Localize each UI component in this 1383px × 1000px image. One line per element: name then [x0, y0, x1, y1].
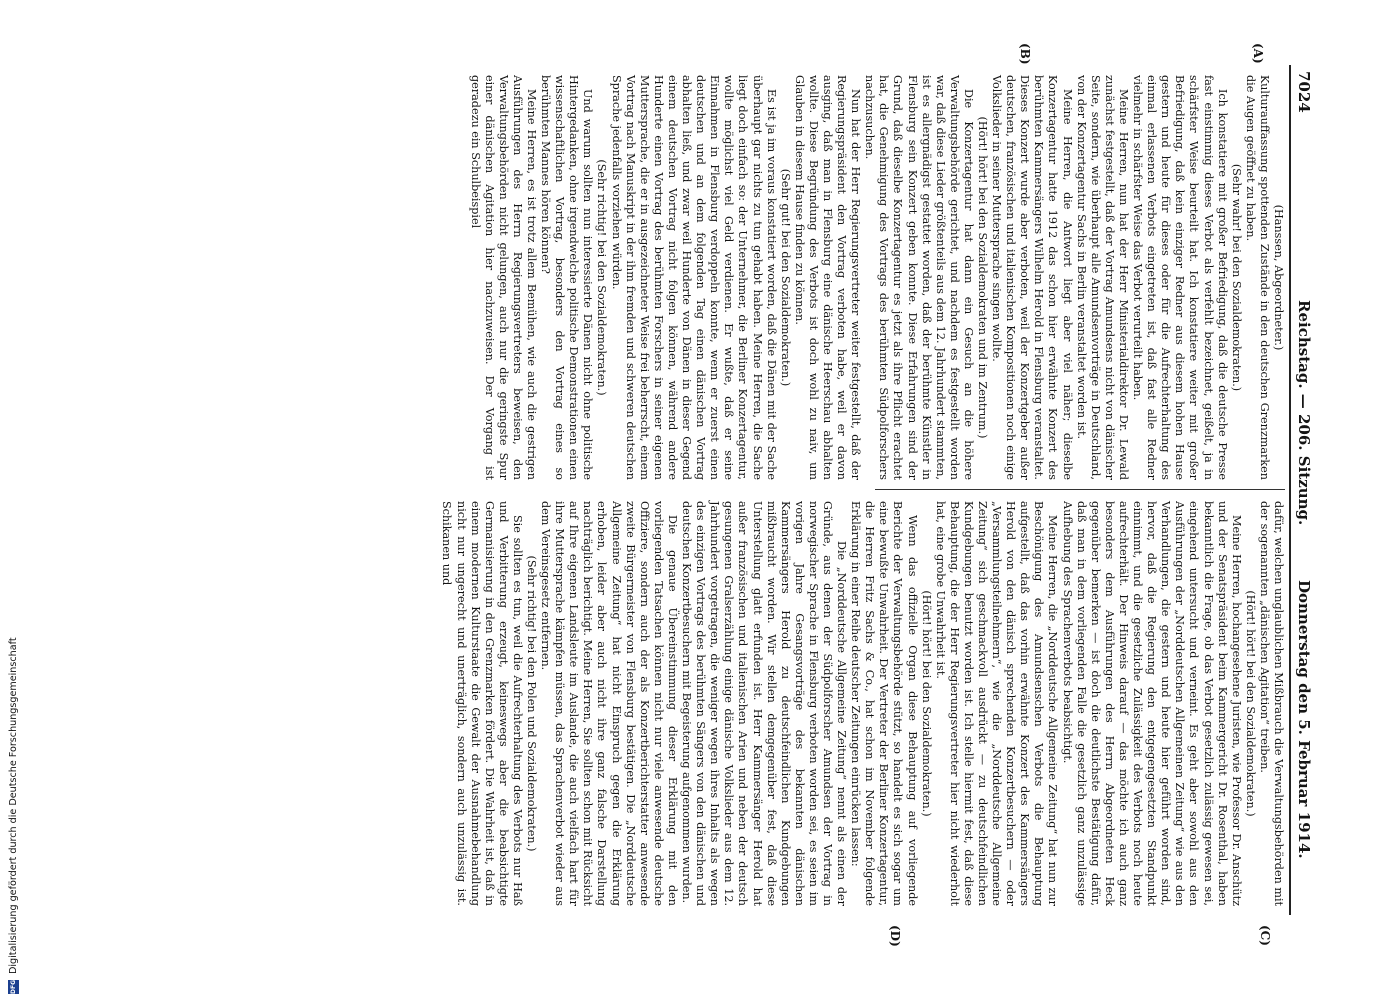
interjection: (Hört! hört! bei den Sozialdemokraten und im Zentrum.) — [976, 116, 990, 439]
header-date: Donnerstag den 5. Februar 1914. — [1295, 580, 1313, 859]
paragraph: Wenn das offizielle Organ diese Behauptung auf vorliegende Berichte der Verwaltungsbehörde stützt, so handelt es sich sogar um eine bewußte Unwahrheit. Der Vertreter der Berliner Konzertagentur, die Herren Fritz Sachs & Co., hat schon im November folgende Erklärung in einer Reihe deutscher Zeitungen einrücken lassen: — [849, 501, 919, 906]
column-divider — [875, 489, 1285, 490]
interjection: (Hört! hört! bei den Sozialdemokraten.) — [1243, 590, 1257, 817]
left-text-column — [468, 75, 1285, 480]
paragraph: Die genaue Übereinstimmung dieser Erklärung mit den vorliegenden Tatsachen können nicht nur viele anwesende deutsche Offiziere, sondern auch der als Konzertberichterstatter anwesende zweite Bürgermeister von Flensburg bestätigen. Die „Norddeutsche Allgemeine Zeitung“ hat nicht Einspruch gegen die Erklärung erhoben, leider aber auch nicht ihre ganz falsche Darstellung nachträglich berichtigt. Meine Herren, Sie sollten schon mit Rücksicht auf Ihre eigenen Landsleute im Auslande, die auch vielfach hart für ihre Muttersprache kämpfen müssen, das Sprachenverbot wieder aus dem Vereinsgesetz entfernen. — [539, 501, 679, 906]
page-header — [1289, 65, 1315, 915]
margin-marker-a: (A) — [1251, 43, 1265, 64]
funding-footer — [4, 0, 22, 994]
paragraph: Und warum sollten nun interessierte Dänen nicht ohne politische Hintergedanken, ohne irgendwelche politische Demonstrationen einen wissenschaftlichen Vortrag, besonders den Vortrag eines so berühmten Mannes hören können? — [539, 75, 595, 480]
interjection: (Hört! hört! bei den Sozialdemokraten.) — [919, 590, 933, 817]
dfg-logo-icon: DFG — [9, 979, 17, 994]
interjection: (Sehr richtig! bei den Sozialdemokraten.) — [595, 159, 609, 396]
paragraph: Meine Herren, nun hat der Herr Ministerialdirektor Dr. Lewald zunächst festgestellt, daß der Vortrag Amundsens nicht von dänischer Seite, sondern, wie überhaupt alle Amundsenvorträge in Deutschland, von der Konzertagentur Sachs in Berlin veranstaltet worden ist. — [1074, 75, 1130, 480]
paragraph: dafür, welchen unglaublichen Mißbrauch die Verwaltungsbehörden mit der sogenannten „dänischen Agitation“ treiben. — [1257, 501, 1285, 907]
paragraph: Ich konstatiere mit großer Befriedigung, daß die deutsche Presse fast einstimmig dieses Verbot als verfehlt bezeichnet, geißelt, ja in schärfster Weise beurteilt hat. Ich konstatiere weiter mit großer Befriedigung, daß kein einziger Redner aus diesem hohen Hause gestern und heute für dieses oder für die Aufrechterhaltung des einmal erlassenen Verbots eingetreten ist, daß fast alle Redner vielmehr in schärfster Weise das Verbot verurteilt haben. — [1131, 75, 1229, 480]
paragraph: Nun hat der Herr Regierungsvertreter weiter festgestellt, daß der Regierungspräsident den Vortrag verboten habe, weil er davon ausging, daß man in Flensburg eine dänische Heerschau abhalten wollte. Diese Begründung des Verbots ist doch wohl zu naiv, um Glauben in diesem Hause finden zu können. — [792, 75, 863, 480]
margin-marker-d: (D) — [888, 925, 902, 947]
paragraph: Kulturauffassung spottenden Zustände in den deutschen Grenzmarken die Augen geöffnet zu haben. — [1243, 75, 1271, 480]
paragraph: Meine Herren, die Antwort liegt aber viel näher; dieselbe Konzertagentur hatte 1912 das schon hier erwähnte Konzert des berühmten Kammersängers Wilhelm Herold in Flensburg veranstaltet. Dieses Konzert wurde aber verboten, weil der Konzertgeber außer deutschen, französischen und italienischen Kompositionen noch einige Volkslieder in seiner Muttersprache singen wollte. — [990, 75, 1074, 480]
paragraph: Die Konzertagentur hat dann ein Gesuch an die höhere Verwaltungsbehörde gerichtet, und nachdem es festgestellt worden war, daß diese Lieder größtenteils aus dem 12. Jahrhundert stammten, ist es allergnädigst gestattet worden, daß der berühmte Künstler in Flensburg sein Konzert geben konnte. Diese Erfahrungen sind der Grund, daß dieselbe Konzertagentur es jetzt als ihre Pflicht erachtet hat, die Genehmigung des Vortrags des berühmten Südpolforschers nachzusuchen. — [863, 75, 975, 480]
interjection: (Sehr wahr! bei den Sozialdemokraten.) — [1229, 163, 1243, 392]
right-text-column — [440, 501, 1285, 907]
paragraph: Sie sollten es tun, weil die Aufrechterhaltung des Verbots nur Haß und Verbitterung erzeugt, keineswegs aber die beabsichtigte Germanisierung in den Grenzmarken fördert. Die Wahrheit ist, daß in einem modernen Kulturstaate die Gewalt der Ausnahmebehandlung nicht nur ungerecht und unerträglich, sondern auch unzulässig ist. Schikanen und — [440, 501, 524, 906]
interjection: (Sehr gut! bei den Sozialdemokraten.) — [778, 168, 792, 387]
paragraph: Meine Herren, hochangesehene Juristen, wie Professor Dr. Anschütz und der Senatspräsident beim Kammergericht Dr. Rosenthal, haben bekanntlich die Frage, ob das Verbot gesetzlich zulässig gewesen sei, eingehend untersucht und verneint. Es geht aber sowohl aus den Ausführungen der „Norddeutschen Allgemeinen Zeitung“ wie aus den Verhandlungen, die gestern und heute hier geführt worden sind, hervor, daß die Regierung den entgegengesetzten Standpunkt einnimmt, und die gesetzliche Zulässigkeit des Verbots noch heute aufrechterhält. Der Hinweis darauf — das möchte ich auch ganz besonders dem Ausführungen des Herrn Abgeordneten Heck gegenüber bemerken — ist doch die deutlichste Bestätigung dafür, daß man in dem vorliegenden Falle die gesetzlich ganz unzulässige Aufhebung des Sprachenverbots beabsichtigt. — [1060, 501, 1243, 906]
header-title: Reichstag. — 206. Sitzung. — [1295, 300, 1313, 526]
page-number: 7024 — [1295, 71, 1313, 113]
footer-text: Digitalisierung gefördert durch die Deutsche Forschungsgemeinschaft — [7, 637, 19, 974]
speaker-line: (Hanssen, Abgeordneter.) — [1272, 204, 1285, 351]
paragraph: Meine Herren, die „Norddeutsche Allgemeine Zeitung“ hat nun zur Beschönigung des Amundsenschen Verbots die Behauptung aufgestellt, daß das vorhin erwähnte Konzert des Kammersängers Herold von den dänisch sprechenden Konzertbesuchern — oder „Versammlungsteilnehmern“, wie die „Norddeutsche Allgemeine Zeitung“ sich geschmackvoll ausdrückt — zu deutschfeindlichen Kundgebungen benutzt worden ist. Ich stelle hiermit fest, daß diese Behauptung, die der Herr Regierungsvertreter hier nicht wiederholt hat, eine grobe Unwahrheit ist. — [933, 501, 1060, 906]
header-rule — [1289, 65, 1291, 915]
paragraph: Meine Herren, es ist trotz allem Bemühen, wie auch die gestrigen Ausführungen des Herrn Regierungsvertreters beweisen, den Verwaltungsbehörden nicht gelungen, auch nur die geringste Spur einer dänischen Agitation hier nachzuweisen. Der Vorgang ist geradezu ein Schulbeispiel — [468, 75, 539, 480]
margin-marker-c: (C) — [1258, 925, 1272, 946]
paragraph: Es ist ja im voraus konstatiert worden, daß die Dänen mit der Sache überhaupt gar nichts zu tun gehabt haben. Meine Herren, die Sache liegt doch einfach so: der Unternehmer, die Berliner Konzertagentur, wollte möglichst viel Geld verdienen. Er wußte, daß er seine Einnahmen in Flensburg verdoppeln konnte, wenn er zuerst einen deutschen und an dem folgenden Tag einen dänischen Vortrag abhalten ließ, und zwar weil Hunderte von Dänen in dieser Gegend einem deutschen Vortrag nicht folgen können, während andere Hunderte einen Vortrag des berühmten Forschers in seiner eigenen Muttersprache, die er in ausgezeichneter Weise frei beherrscht, einem Vortrag nach Manuskript in der ihm fremden und schweren deutschen Sprache jedenfalls vorziehen würden. — [609, 75, 778, 480]
interjection: (Sehr richtig! bei den Polen und Sozialdemokraten.) — [525, 555, 539, 852]
margin-marker-b: (B) — [1018, 43, 1032, 65]
document-page — [75, 43, 1315, 947]
quoted-statement: Die „Norddeutsche Allgemeine Zeitung“ nennt als einen der Gründe, aus denen der Südpolforscher Amundsen der Vortrag in norwegischer Sprache in Flensburg verboten worden sei, es seien im vorigen Jahre Gesangsvorträge des bekannten dänischen Kammersängers Herold zu deutschfeindlichen Kundgebungen mißbraucht worden. Wir stellen demgegenüber fest, daß diese Unterstellung glatt erfunden ist. Herr Kammersänger Herold hat außer französischen und italienischen Arien und neben der deutsch gesungenen Gralserzählung einige dänische Volkslieder aus dem 12. Jahrhundert vorgetragen, die weniger wegen ihres Inhalts als wegen des einzigen Vortrags des berühmten Sängers von den dänischen und deutschen Konzertbesuchern mit Begeisterung aufgenommen wurden. — [680, 501, 849, 906]
